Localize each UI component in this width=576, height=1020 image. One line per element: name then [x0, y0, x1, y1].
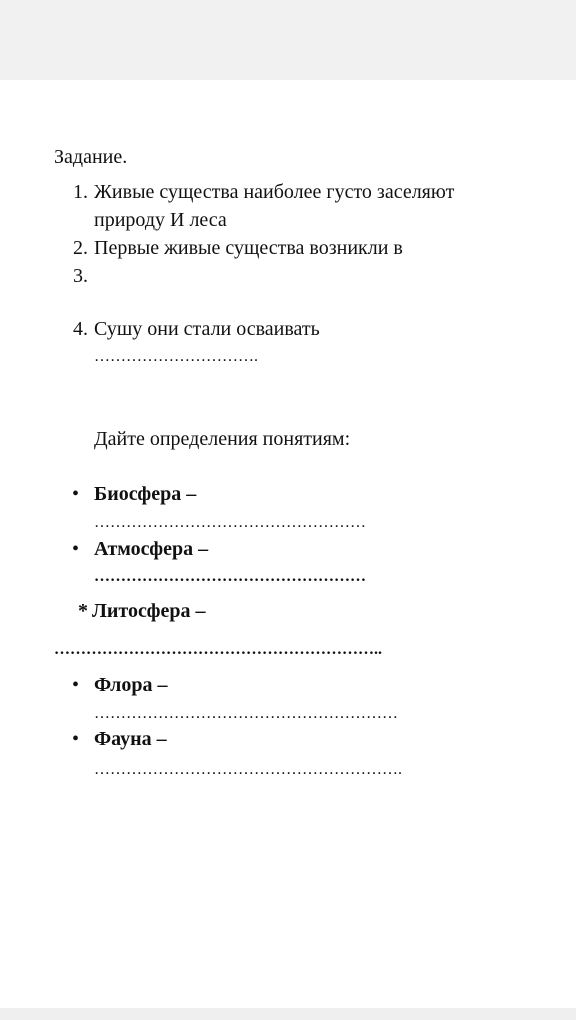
asterisk-marker: *	[78, 600, 88, 622]
bullet-marker: •	[72, 538, 80, 560]
task-text: Первые живые существа возникли в	[94, 237, 403, 259]
top-bar	[0, 0, 576, 80]
definitions-prompt: Дайте определения понятиям:	[94, 428, 351, 450]
task-number: 3.	[73, 265, 88, 287]
answer-dots: …………………………………………………	[94, 705, 398, 722]
term-lithosphere: Литосфера –	[92, 600, 206, 622]
document-page	[0, 80, 576, 1008]
term-fauna: Фауна –	[94, 728, 167, 750]
answer-dots: ………………………………………………….	[94, 761, 402, 778]
bottom-bar	[0, 1008, 576, 1020]
term-biosphere: Биосфера –	[94, 483, 197, 505]
bullet-marker: •	[72, 483, 80, 505]
answer-dots: ……………………………………………	[94, 514, 366, 531]
term-atmosphere: Атмосфера –	[94, 538, 209, 560]
task-text: Сушу они стали осваивать	[94, 318, 320, 340]
task-heading: Задание.	[54, 146, 128, 168]
task-number: 2.	[73, 237, 88, 259]
task-number: 1.	[73, 181, 88, 203]
answer-dots: ………………………….	[94, 348, 258, 365]
bullet-marker: •	[72, 728, 80, 750]
task-number: 4.	[73, 318, 88, 340]
answer-dots: ……………………………………………	[94, 568, 366, 585]
task-text: Живые существа наиболее густо заселяют	[94, 181, 455, 203]
answer-dots: ……………………………………………………..	[54, 641, 382, 658]
term-flora: Флора –	[94, 674, 168, 696]
task-text-continuation: природу И леса	[94, 209, 227, 231]
bullet-marker: •	[72, 674, 80, 696]
